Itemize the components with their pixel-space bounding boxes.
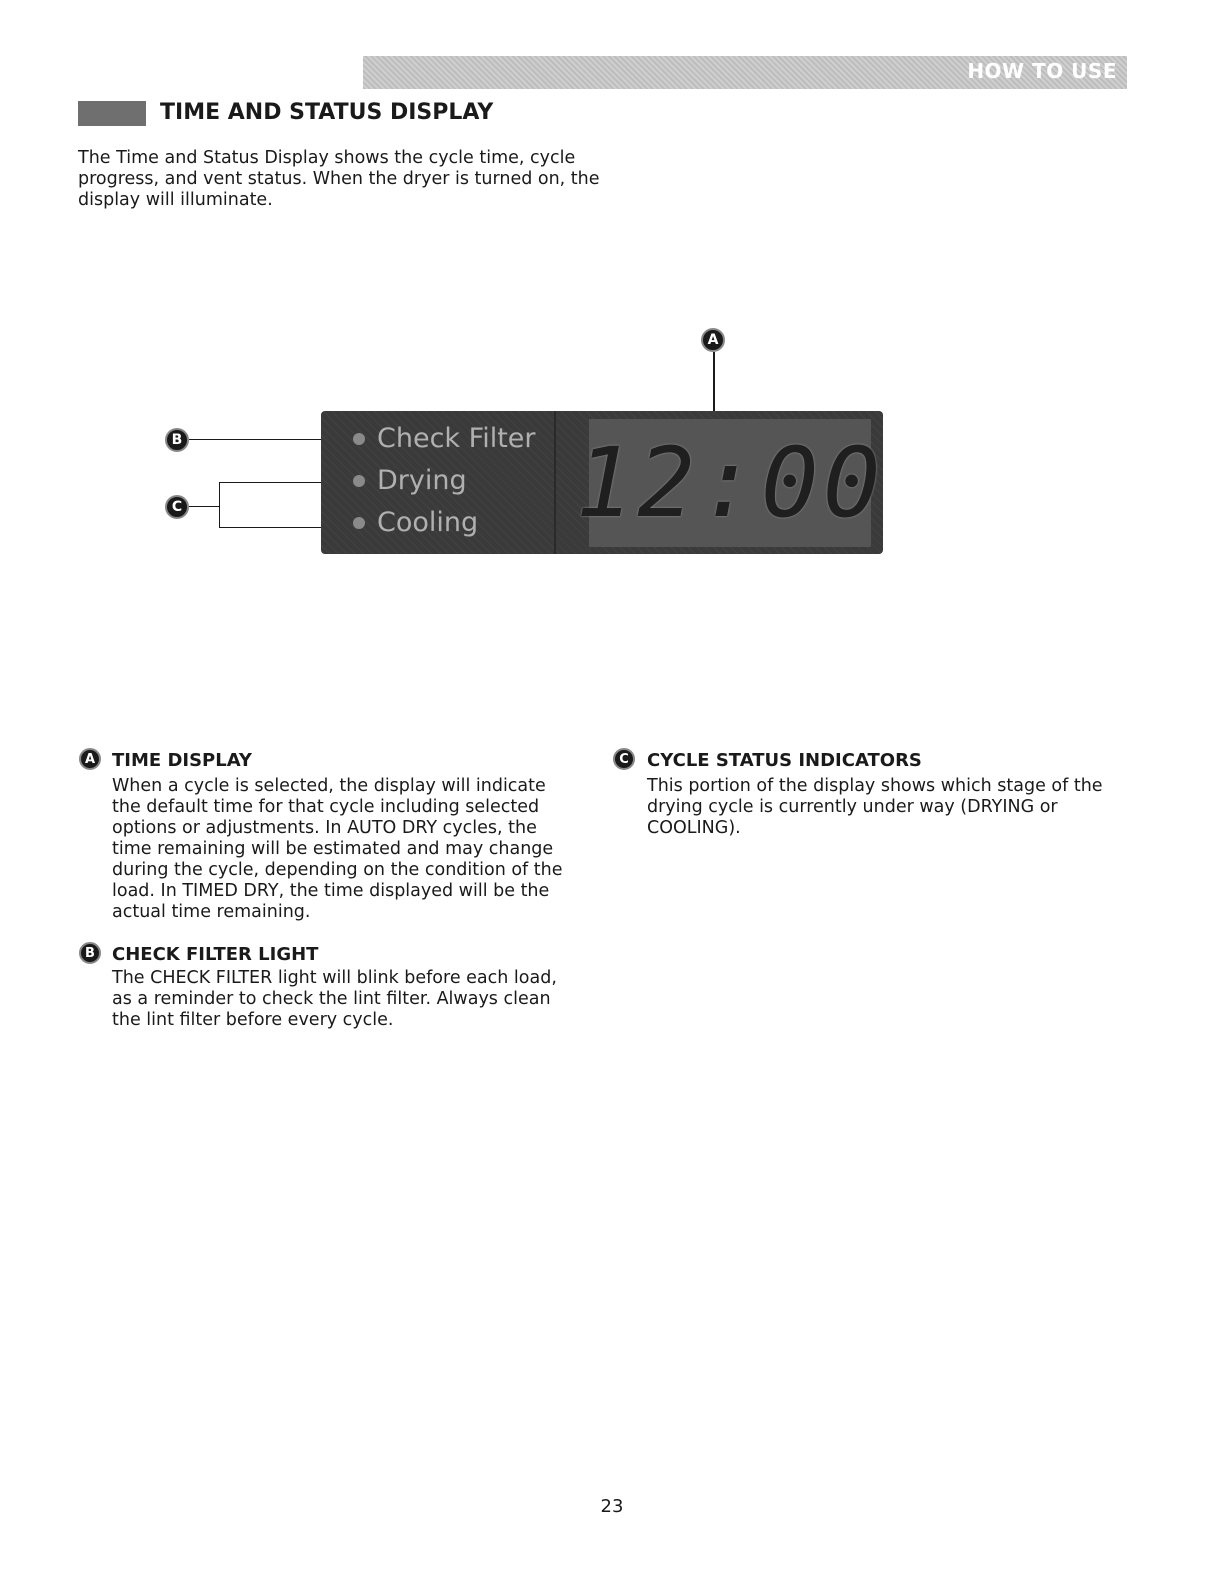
callout-c-leader — [189, 506, 219, 507]
section-body-cycle-status: This portion of the display shows which stage of the drying cycle is currently under way (DRYING or COOLING). — [647, 776, 1103, 838]
callout-a-leader — [713, 352, 715, 412]
badge-c: C — [613, 748, 635, 770]
indicator-led — [353, 475, 365, 487]
indicator-label: Cooling — [377, 507, 479, 538]
section-title-time-display: TIME DISPLAY — [112, 750, 252, 771]
section-tab: HOW TO USE — [967, 59, 1117, 83]
callout-c-bracket-bottom — [219, 527, 321, 528]
callout-a: A — [701, 328, 725, 352]
indicator-led — [353, 517, 365, 529]
section-body-check-filter: The CHECK FILTER light will blink before each load, as a reminder to check the lint filter. Always clean the lint filter before every cycle. — [112, 968, 557, 1030]
indicator-cooling — [353, 507, 478, 538]
callout-b-leader — [189, 439, 321, 440]
header-bar — [363, 56, 1127, 89]
indicator-led — [353, 433, 365, 445]
intro-paragraph: The Time and Status Display shows the cycle time, cycle progress, and vent status. When the dryer is turned on, the display will illuminate. — [78, 148, 600, 210]
title-marker — [78, 101, 146, 126]
section-title-cycle-status: CYCLE STATUS INDICATORS — [647, 750, 922, 771]
callout-c: C — [165, 495, 189, 519]
time-readout: 12:00 — [589, 419, 871, 547]
callout-c-bracket — [219, 482, 220, 528]
indicator-label: Drying — [377, 465, 467, 496]
badge-a: A — [79, 748, 101, 770]
indicator-check-filter — [353, 423, 536, 454]
section-title-check-filter: CHECK FILTER LIGHT — [112, 944, 319, 965]
display-panel — [321, 411, 883, 554]
callout-b: B — [165, 428, 189, 452]
indicator-label: Check Filter — [377, 423, 536, 454]
panel-divider — [554, 411, 556, 554]
indicator-drying — [353, 465, 467, 496]
section-body-time-display: When a cycle is selected, the display will indicate the default time for that cycle including selected options or adjustments. In AUTO DRY cycles, the time remaining will be estimated and may change during the cycle, depending on the condition of the load. In TIMED DRY, the time displayed will be the actual time remaining. — [112, 776, 563, 922]
callout-c-bracket-top — [219, 482, 321, 483]
badge-b: B — [79, 942, 101, 964]
page-number: 23 — [600, 1496, 624, 1517]
page-title: TIME AND STATUS DISPLAY — [160, 100, 494, 125]
